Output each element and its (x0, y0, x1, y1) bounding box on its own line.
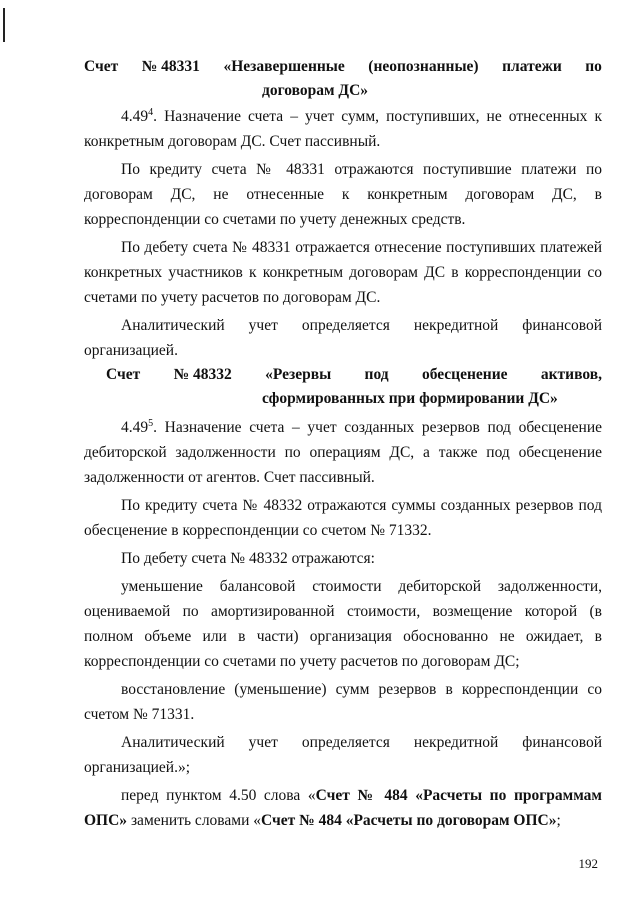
amendment-text: заменить словами « (127, 812, 262, 829)
heading-word: № 48332 (173, 366, 232, 383)
account-48332-heading-line1 (106, 366, 602, 384)
amendment-text: перед пунктом 4.50 слова « (121, 787, 316, 804)
heading-word: платежи (502, 58, 562, 75)
account-48331-heading-line1 (84, 58, 602, 76)
heading-word: активов, (540, 366, 602, 383)
heading-word: № 48331 (141, 58, 200, 75)
account-48332-heading (84, 366, 602, 415)
amendment-old-title: Счет № 484 «Расчеты по программам ОПС» (84, 787, 602, 829)
clause-superscript: 5 (148, 417, 154, 429)
paragraph-4-49-5 (84, 415, 602, 490)
amendment-new-title: Счет № 484 «Расчеты по договорам ОПС» (261, 812, 557, 829)
account-48331-heading-line2: договорам ДС» (262, 82, 369, 99)
clause-text: . Назначение счета – учет созданных резервов под обесценение дебиторской задолженности по операциям ДС, а также под обесценение задолженности от агентов. Счет пассивный. (84, 419, 602, 486)
paragraph-analytics-48331: Аналитический учет определяется некредитной финансовой организацией. (84, 317, 602, 359)
document-page (84, 58, 602, 836)
clause-number: 4.49 (121, 419, 149, 436)
amendment-text: ; (556, 812, 561, 829)
heading-word: под (364, 366, 389, 383)
paragraph-amendment-4-50 (84, 783, 602, 833)
paragraph-debit-item-2: восстановление (уменьшение) сумм резервов в корреспонденции со счетом № 71331. (84, 681, 602, 723)
heading-word: (неопознанные) (368, 58, 479, 75)
heading-word: по (585, 58, 602, 75)
account-48331-heading (84, 58, 602, 104)
paragraph-credit-48332: По кредиту счета № 48332 отражаются суммы созданных резервов под обесценение в корреспонденции со счетом № 71332. (84, 497, 602, 539)
clause-text: . Назначение счета – учет сумм, поступивших, не отнесенных к конкретным договорам ДС. Счет пассивный. (84, 108, 602, 150)
account-48332-heading-line2: сформированных при формировании ДС» (262, 390, 558, 407)
page-number: 192 (578, 856, 598, 871)
clause-superscript: 4 (148, 106, 154, 118)
paragraph-debit-48331: По дебету счета № 48331 отражается отнесение поступивших платежей конкретных участников к конкретным договорам ДС в корреспонденции со счетами по учету расчетов по договорам ДС. (84, 239, 602, 306)
paragraph-analytics-48332: Аналитический учет определяется некредитной финансовой организацией.»; (84, 734, 602, 776)
heading-word: «Незавершенные (223, 58, 345, 75)
heading-word: Счет (106, 366, 141, 383)
heading-word: обесценение (421, 366, 508, 383)
paragraph-debit-48332-intro: По дебету счета № 48332 отражаются: (121, 550, 375, 567)
binding-margin-line (3, 8, 5, 42)
paragraph-credit-48331: По кредиту счета № 48331 отражаются поступившие платежи по договорам ДС, не отнесенные к конкретным договорам ДС, в корреспонденции со счетами по учету денежных средств. (84, 161, 602, 228)
paragraph-4-49-4 (84, 104, 602, 154)
heading-word: Счет (84, 58, 119, 75)
heading-word: «Резервы (265, 366, 332, 383)
clause-number: 4.49 (121, 108, 149, 125)
paragraph-debit-item-1: уменьшение балансовой стоимости дебиторской задолженности, оцениваемой по амортизированной стоимости, возмещение которой (в полном объеме или в части) организация обоснованно не ожидает, в корреспонденции со счетами по учету расчетов по договорам ДС; (84, 578, 602, 670)
